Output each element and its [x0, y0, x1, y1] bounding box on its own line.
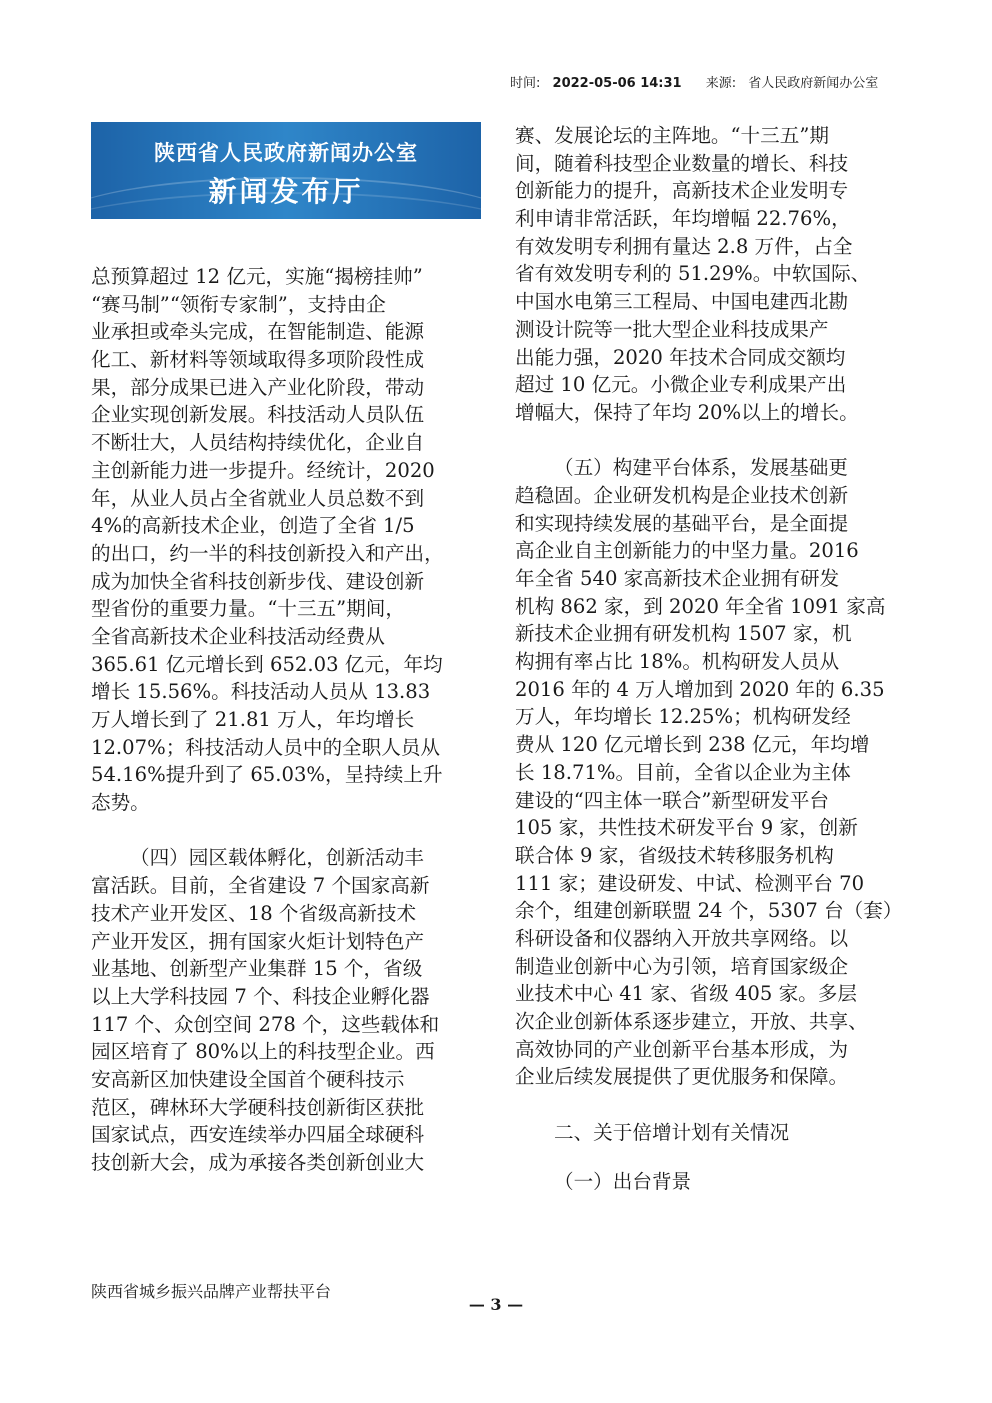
- text-line: 年，从业人员占全省就业人员总数不到: [91, 486, 425, 510]
- source-label: 来源:: [705, 76, 737, 91]
- text-line: 总预算超过 12 亿元，实施“揭榜挂帅”: [91, 265, 423, 288]
- text-line: 以上大学科技园 7 个、科技企业孵化器: [91, 984, 430, 1008]
- text-line: 增幅大，保持了年均 20%以上的增长。: [515, 400, 859, 424]
- text-line: 企业后续发展提供了更优服务和保障。: [515, 1065, 849, 1089]
- text-line: 高效协同的产业创新平台基本形成，为: [515, 1037, 849, 1061]
- text-line: 业承担或牵头完成，在智能制造、能源: [91, 320, 425, 344]
- text-line: 出能力强，2020 年技术合同成交额均: [515, 345, 846, 369]
- text-line: 2016 年的 4 万人增加到 2020 年的 6.35: [515, 677, 885, 701]
- text-line: 构拥有率占比 18%。机构研发人员从: [515, 650, 840, 674]
- text-line: 范区，碑林环大学硬科技创新街区获批: [91, 1095, 425, 1119]
- text-line: “赛马制”“领衔专家制”，支持由企: [91, 292, 386, 316]
- text-line: 费从 120 亿元增长到 238 亿元，年均增: [515, 733, 870, 757]
- press-office-banner: [91, 122, 481, 219]
- text-line: 成为加快全省科技创新步伐、建设创新: [91, 569, 425, 593]
- text-line: 中国水电第三工程局、中国电建西北勘: [515, 290, 849, 314]
- text-line: 长 18.71%。目前，全省以企业为主体: [515, 760, 851, 784]
- text-line: 技创新大会，成为承接各类创新创业大: [91, 1151, 425, 1174]
- text-line: 利申请非常活跃，年均增幅 22.76%，: [515, 207, 851, 231]
- text-line: 趋稳固。企业研发机构是企业技术创新: [515, 483, 849, 507]
- text-line: 高企业自主创新能力的中坚力量。2016: [515, 539, 859, 563]
- text-line: 果，部分成果已进入产业化阶段，带动: [91, 375, 425, 399]
- text-line: 105 家，共性技术研发平台 9 家，创新: [515, 816, 858, 840]
- text-line: 型省份的重要力量。“十三五”期间，: [91, 597, 405, 621]
- text-line: 安高新区加快建设全国首个硬科技示: [91, 1067, 405, 1091]
- text-line: 余个，组建创新联盟 24 个，5307 台（套）: [515, 899, 903, 923]
- text-line: 国家试点，西安连续举办四届全球硬科: [91, 1123, 425, 1147]
- text-line: 新技术企业拥有研发机构 1507 家，机: [515, 622, 852, 646]
- banner-hall-name: 新闻发布厅: [208, 175, 364, 208]
- text-line: 和实现持续发展的基础平台，是全面提: [515, 511, 849, 535]
- text-line: 建设的“四主体一联合”新型研发平台: [515, 788, 829, 812]
- text-line: 业基地、创新型产业集群 15 个，省级: [91, 957, 423, 981]
- right-paragraph-2: [515, 454, 907, 1091]
- text-line: 机构 862 家，到 2020 年全省 1091 家高: [515, 594, 886, 618]
- text-line: 富活跃。目前，全省建设 7 个国家高新: [91, 874, 430, 898]
- footer-platform-name: 陕西省城乡振兴品牌产业帮扶平台: [91, 1282, 332, 1301]
- text-line: 的出口，约一半的科技创新投入和产出，: [91, 541, 444, 565]
- right-column: [515, 122, 907, 1196]
- text-line: 12.07%；科技活动人员中的全职人员从: [91, 735, 441, 759]
- banner-office-name: 陕西省人民政府新闻办公室: [154, 141, 418, 165]
- text-line: 间，随着科技型企业数量的增长、科技: [515, 151, 849, 175]
- text-line: 万人，年均增长 12.25%；机构研发经: [515, 705, 851, 729]
- text-line: 全省高新技术企业科技活动经费从: [91, 624, 385, 648]
- text-line: 增长 15.56%。科技活动人员从 13.83: [91, 680, 431, 704]
- time-label: 时间:: [510, 76, 541, 91]
- text-line: 主创新能力进一步提升。经统计，2020: [91, 458, 435, 482]
- left-paragraph-2: [91, 844, 483, 1176]
- text-line: 企业实现创新发展。科技活动人员队伍: [91, 403, 425, 427]
- text-line: 次企业创新体系逐步建立，开放、共享、: [515, 1010, 868, 1033]
- text-line: （五）构建平台体系，发展基础更: [554, 456, 848, 480]
- section-heading: 二、关于倍增计划有关情况: [554, 1121, 790, 1145]
- left-column: [91, 263, 483, 1177]
- text-line: 省有效发明专利的 51.29%。中软国际、: [515, 262, 871, 286]
- text-line: 技术产业开发区、18 个省级高新技术: [91, 901, 417, 925]
- text-line: 科研设备和仪器纳入开放共享网络。以: [515, 926, 849, 950]
- text-line: 超过 10 亿元。小微企业专利成果产出: [515, 373, 847, 397]
- publish-time: 2022-05-06 14:31: [552, 76, 682, 91]
- text-line: 业技术中心 41 家、省级 405 家。多层: [515, 982, 857, 1006]
- source-name: 省人民政府新闻办公室: [748, 76, 879, 91]
- sub-heading: （一）出台背景: [554, 1170, 692, 1194]
- text-line: 万人增长到了 21.81 万人，年均增长: [91, 708, 415, 731]
- text-line: 创新能力的提升，高新技术企业发明专: [515, 179, 849, 203]
- left-paragraph-1: [91, 263, 483, 817]
- article-meta: [510, 72, 930, 91]
- text-line: 园区培育了 80%以上的科技型企业。西: [91, 1040, 435, 1064]
- text-line: 产业开发区，拥有国家火炬计划特色产: [91, 929, 425, 953]
- text-line: 联合体 9 家，省级技术转移服务机构: [515, 843, 834, 867]
- text-line: 不断壮大，人员结构持续优化，企业自: [91, 431, 425, 455]
- text-line: 年全省 540 家高新技术企业拥有研发: [515, 567, 840, 590]
- text-line: 54.16%提升到了 65.03%，呈持续上升: [91, 763, 443, 787]
- text-line: 117 个、众创空间 278 个，这些载体和: [91, 1012, 440, 1036]
- text-line: 制造业创新中心为引领，培育国家级企: [515, 954, 849, 978]
- text-line: 365.61 亿元增长到 652.03 亿元，年均: [91, 652, 443, 676]
- text-line: 赛、发展论坛的主阵地。“十三五”期: [515, 124, 829, 147]
- text-line: 测设计院等一批大型企业科技成果产: [515, 317, 829, 341]
- right-paragraph-1: [515, 122, 907, 427]
- text-line: 111 家；建设研发、中试、检测平台 70: [515, 871, 865, 895]
- text-line: （四）园区载体孵化，创新活动丰: [130, 846, 424, 870]
- text-line: 有效发明专利拥有量达 2.8 万件，占全: [515, 234, 853, 258]
- text-line: 化工、新材料等领域取得多项阶段性成: [91, 348, 425, 372]
- text-line: 4%的高新技术企业，创造了全省 1/5: [91, 514, 415, 538]
- page-number: — 3 —: [468, 1295, 524, 1314]
- text-line: 态势。: [91, 791, 150, 815]
